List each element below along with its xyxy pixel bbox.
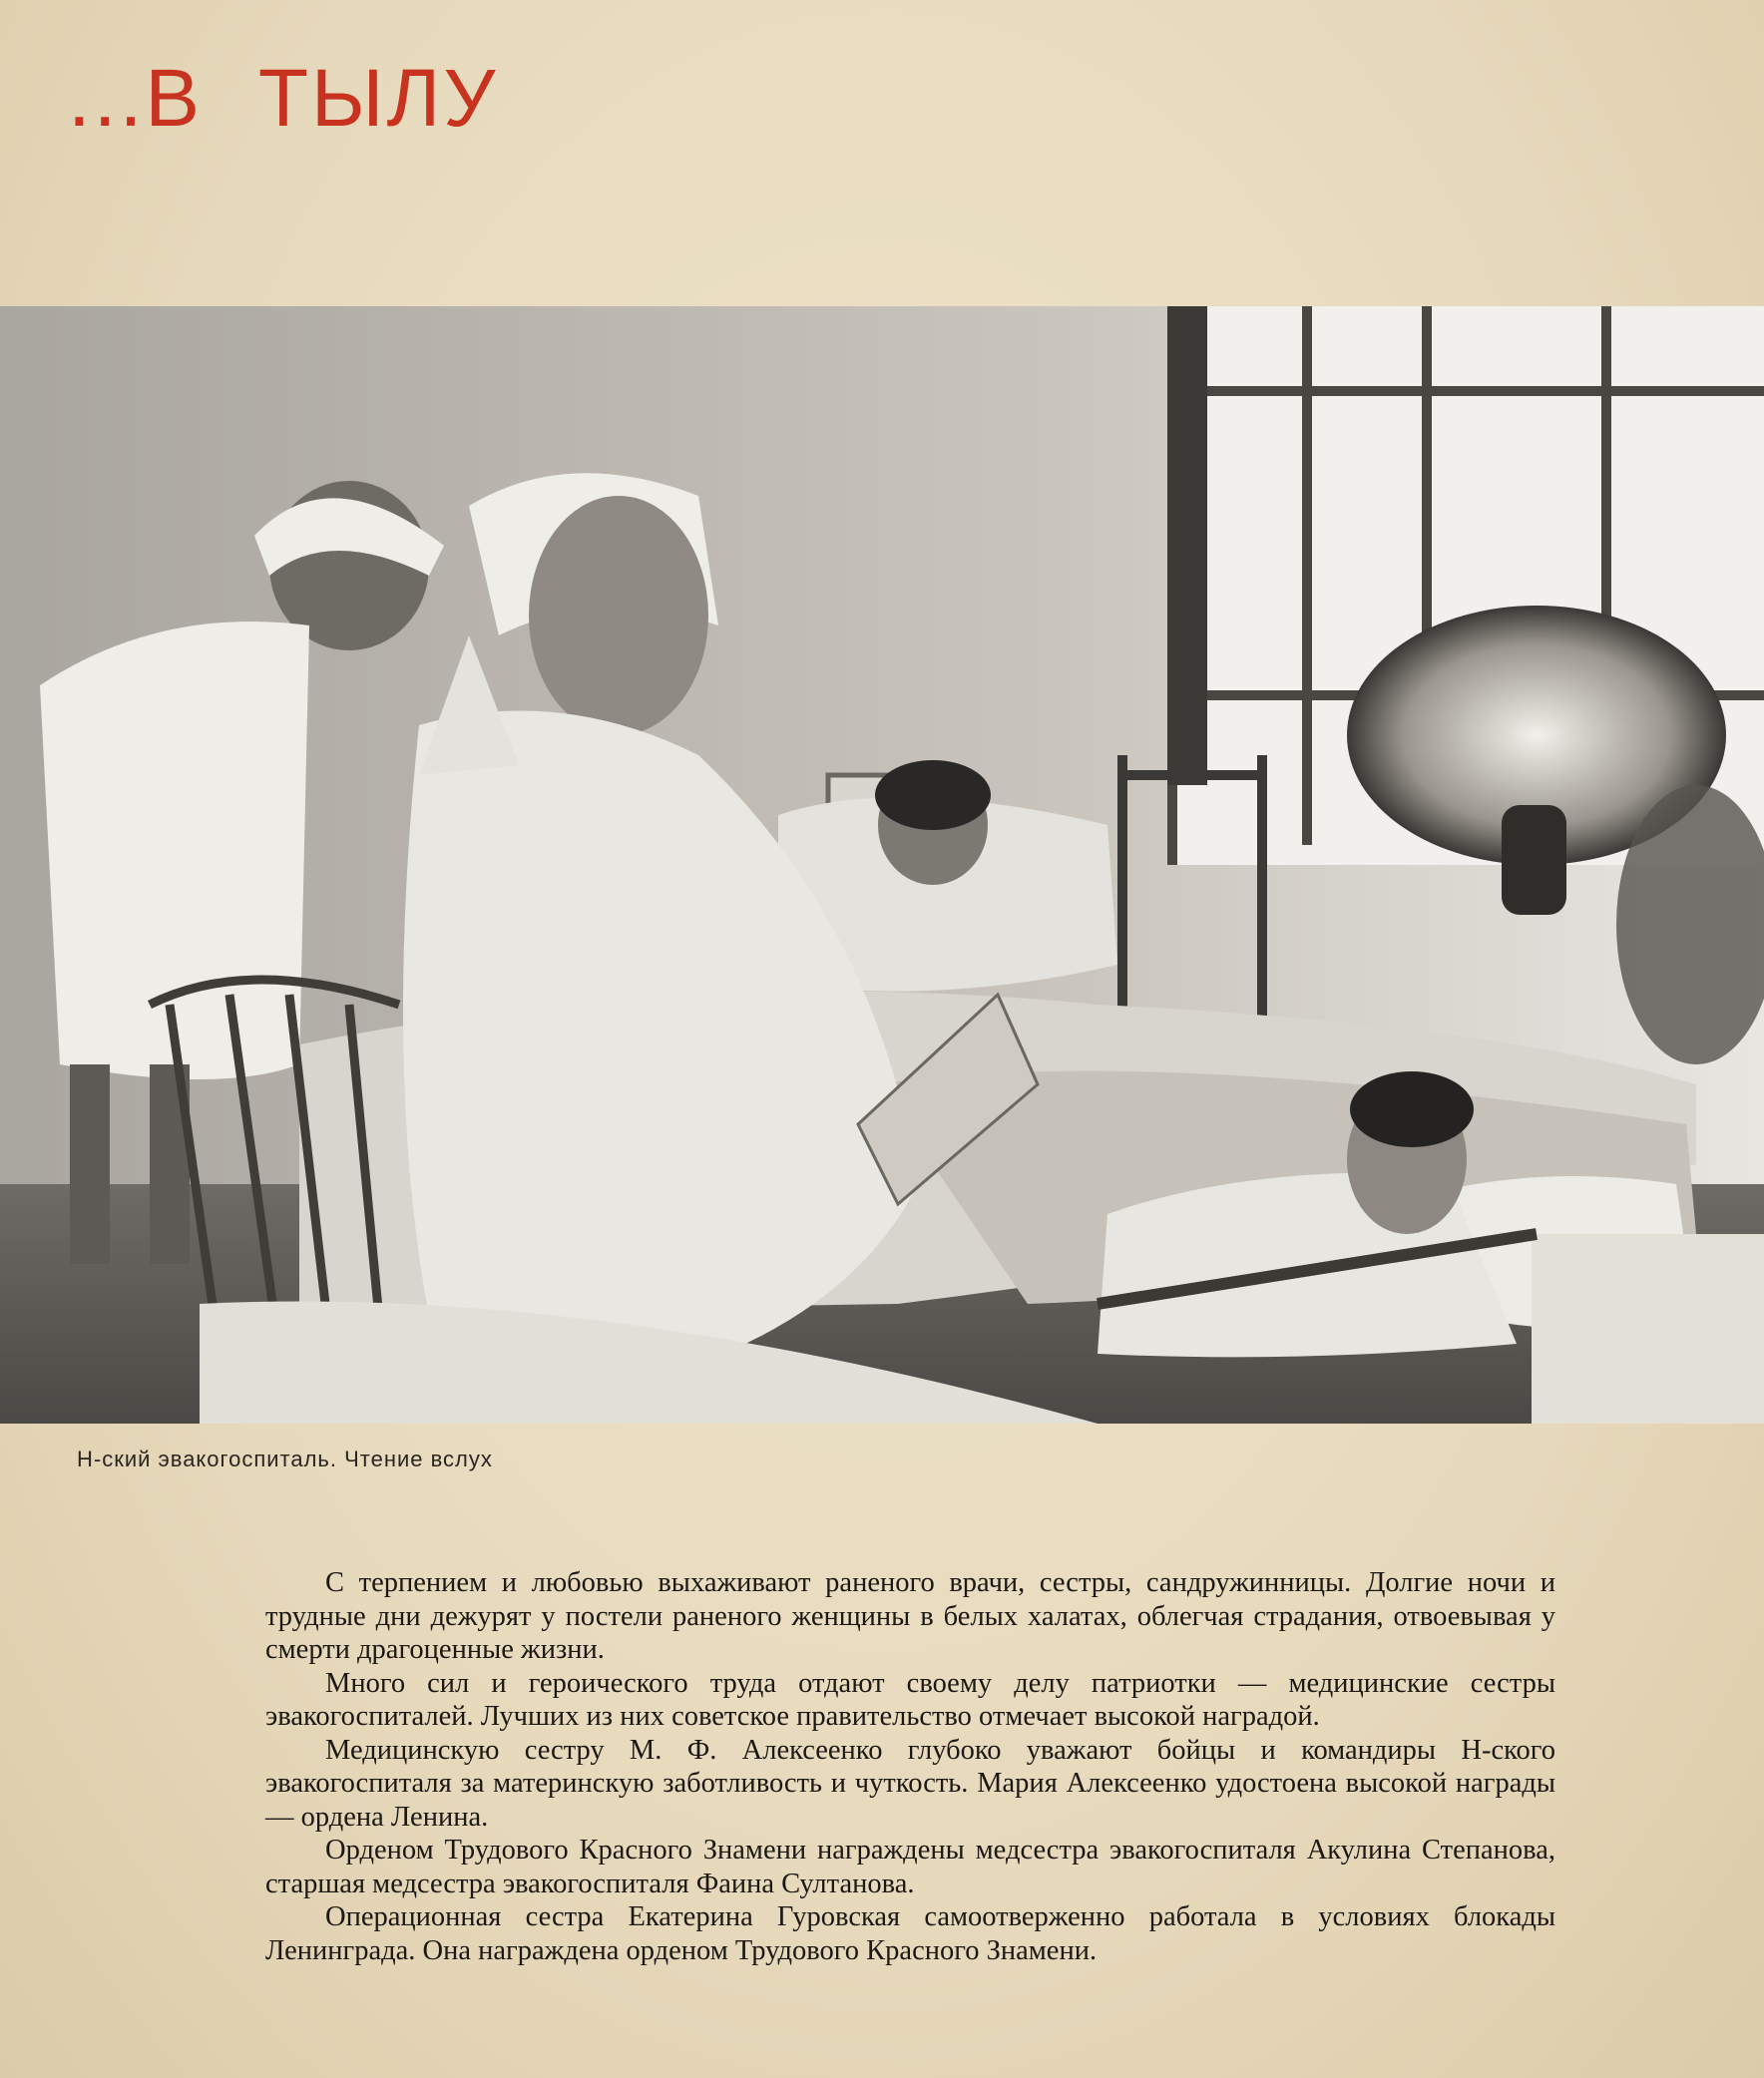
- article-paragraph: Много сил и героического труда отдают своему делу патриотки — медицинские сестры эвакогоспиталей. Лучших из них советское правительство отмечает высокой наградой.: [265, 1667, 1555, 1732]
- article-text: [265, 1566, 1555, 1967]
- article-paragraph: Орденом Трудового Красного Знамени награждены медсестра эвакогоспиталя Акулина Степанова, старшая медсестра эвакогоспиталя Фаина Султанова.: [265, 1835, 1555, 1899]
- article-paragraph: С терпением и любовью выхаживают раненого врачи, сестры, сандружинницы. Долгие ночи и трудные дни дежурят у постели раненого женщины в белых халатах, облегчая страдания, отвоевывая у смерти драгоценные жизни.: [265, 1567, 1555, 1665]
- page-title: ...В ТЫЛУ: [68, 53, 499, 144]
- article-paragraph: Медицинскую сестру М. Ф. Алексеенко глубоко уважают бойцы и командиры Н-ского эвакогоспиталя за материнскую заботливость и чуткость. Мария Алексеенко удостоена высокой награды — ордена Ленина.: [265, 1734, 1555, 1833]
- article-paragraph: Операционная сестра Екатерина Гуровская самоотверженно работала в условиях блокады Ленинграда. Она награждена орденом Трудового Красного Знамени.: [265, 1901, 1555, 1966]
- photo-caption: Н-ский эвакогоспиталь. Чтение вслух: [77, 1447, 493, 1471]
- hospital-photo: [0, 306, 1764, 1424]
